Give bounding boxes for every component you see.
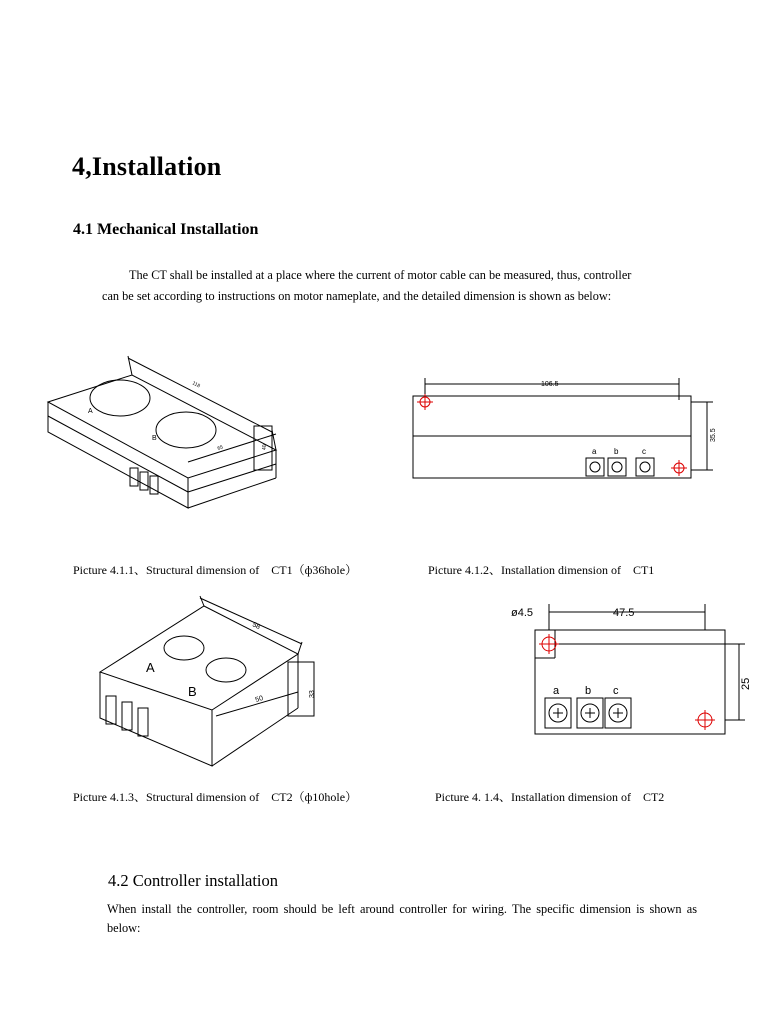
ct1-hole-label-b: B — [152, 435, 157, 442]
ct2-hole-label-a: A — [146, 660, 155, 675]
paragraph-line-2: can be set according to instructions on motor nameplate, and the detailed dimension is shown as below: — [102, 289, 612, 303]
ct2-dim-height: 33 — [309, 690, 316, 698]
section-heading: 4,Installation — [72, 152, 222, 181]
ct2-installation-drawing — [505, 600, 755, 750]
ct2-dim-height: 25 — [740, 677, 752, 690]
subsection-heading-mechanical: 4.1 Mechanical Installation — [73, 221, 259, 238]
ct1-dim-height: 35.5 — [710, 428, 717, 442]
ct2-dim-length: 58 — [251, 621, 262, 631]
caption-4-1-1: Picture 4.1.1、Structural dimension of CT1（ф36hole） — [73, 563, 358, 577]
ct1-hole-label-a: A — [88, 408, 93, 415]
ct2-structural-drawing — [92, 590, 332, 770]
ct1-dim-width: 65 — [216, 444, 224, 452]
ct2-dim-hole: ø4.5 — [511, 607, 534, 619]
caption-4-1-4: Picture 4. 1.4、Installation dimension of CT2 — [435, 790, 665, 804]
ct1-dim-width: 106.5 — [541, 381, 559, 388]
subsection-heading-controller: 4.2 Controller installation — [108, 871, 279, 890]
paragraph-line-1: The CT shall be installed at a place where the current of motor cable can be measured, thus, controller — [129, 268, 632, 282]
ct2-terminal-a: a — [553, 685, 560, 697]
ct2-dim-width: 47.5 — [613, 607, 635, 619]
ct1-structural-drawing — [40, 350, 280, 510]
ct1-installation-drawing — [405, 370, 725, 490]
caption-4-1-2: Picture 4.1.2、Installation dimension of CT1 — [428, 563, 655, 577]
ct1-dim-height: 40 — [262, 444, 268, 450]
ct1-terminal-b: b — [614, 447, 619, 456]
caption-4-1-3: Picture 4.1.3、Structural dimension of CT2（ф10hole） — [73, 790, 358, 804]
ct1-terminal-c: c — [642, 447, 646, 456]
paragraph-controller: When install the controller, room should be left around controller for wiring. The specific dimension is shown as below: — [107, 902, 697, 935]
ct1-terminal-a: a — [592, 447, 597, 456]
ct2-terminal-b: b — [585, 685, 592, 697]
ct2-dim-width: 50 — [254, 695, 265, 704]
ct1-dim-length: 118 — [191, 380, 201, 390]
ct2-hole-label-b: B — [188, 684, 197, 699]
ct2-terminal-c: c — [613, 685, 619, 697]
